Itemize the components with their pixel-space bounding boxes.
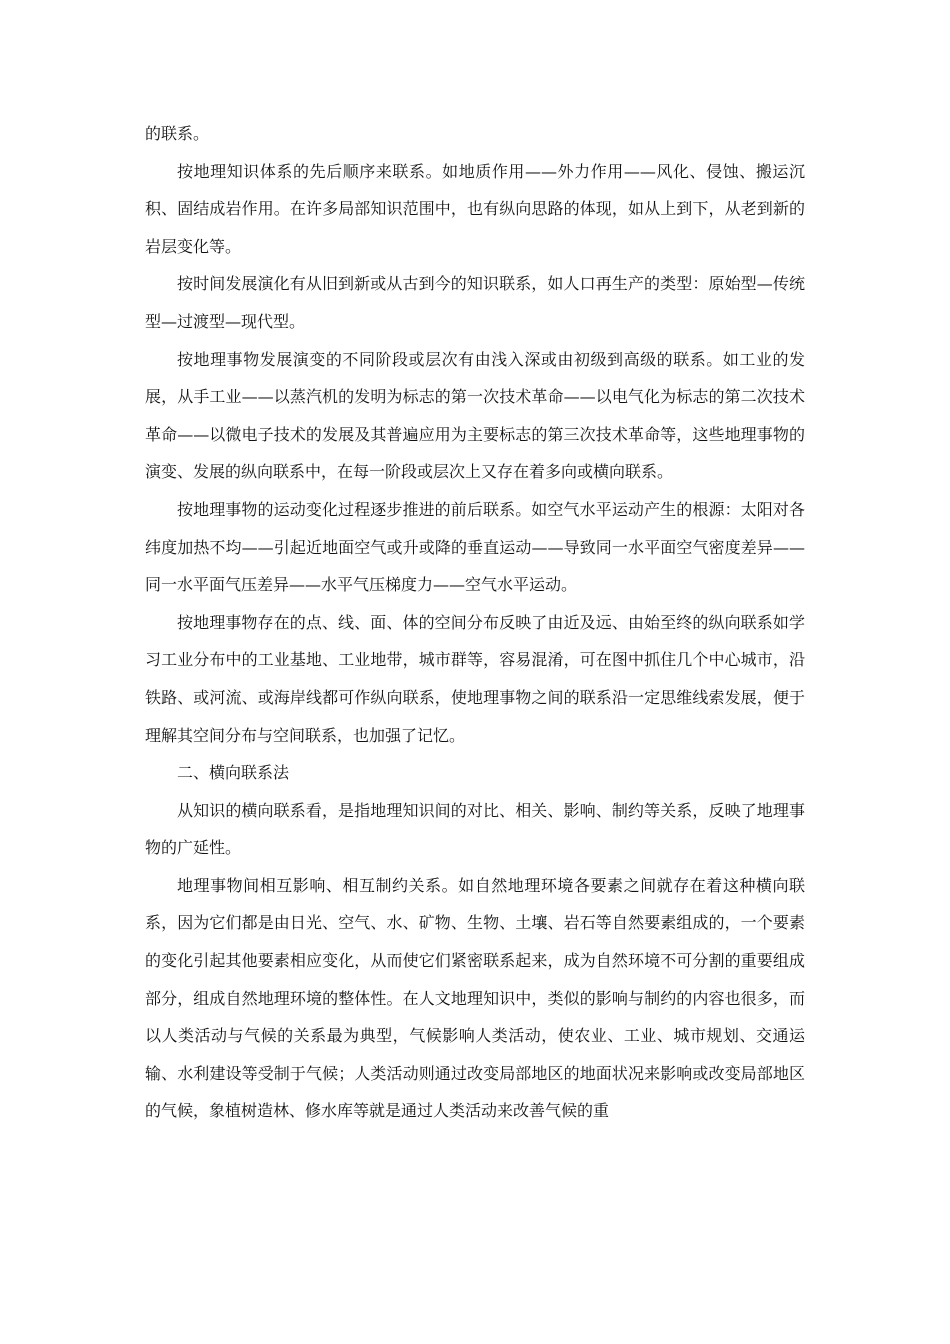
paragraph-spatial-distribution: 按地理事物存在的点、线、面、体的空间分布反映了由近及远、由始至终的纵向联系如学习工业分布中的工业基地、工业地带，城市群等，容易混淆，可在图中抓住几个中心城市，沿铁路、或河流、或海岸线都可作纵向联系，使地理事物之间的联系沿一定思维线索发展，便于理解其空间分布与空间联系，也加强了记忆。 xyxy=(145,612,805,745)
paragraph-mutual-influence: 地理事物间相互影响、相互制约关系。如自然地理环境各要素之间就存在着这种横向联系，因为它们都是由日光、空气、水、矿物、生物、土壤、岩石等自然要素组成的，一个要素的变化引起其他要素相应变化，从而使它们紧密联系起来，成为自然环境不可分割的重要组成部分，组成自然地理环境的整体性。在人文地理知识中，类似的影响与制约的内容也很多，而以人类活动与气候的关系最为典型，气候影响人类活动，使农业、工业、城市规划、交通运输、水利建设等受制于气候；人类活动则通过改变局部地区的地面状况来影响或改变局部地区的气候，象植树造林、修水库等就是通过人类活动来改善气候的重 xyxy=(145,875,805,1121)
paragraph-motion-process: 按地理事物的运动变化过程逐步推进的前后联系。如空气水平运动产生的根源：太阳对各纬度加热不均——引起近地面空气或升或降的垂直运动——导致同一水平面空气密度差异——同一水平面气压差异——水平气压梯度力——空气水平运动。 xyxy=(145,499,805,595)
paragraph-time-evolution: 按时间发展演化有从旧到新或从古到今的知识联系，如人口再生产的类型：原始型—传统型—过渡型—现代型。 xyxy=(145,274,805,331)
body-text xyxy=(145,115,805,1130)
paragraph-continuation: 的联系。 xyxy=(145,124,210,143)
paragraph-horizontal-intro: 从知识的横向联系看，是指地理知识间的对比、相关、影响、制约等关系，反映了地理事物的广延性。 xyxy=(145,800,805,858)
paragraph-knowledge-order: 按地理知识体系的先后顺序来联系。如地质作用——外力作用——风化、侵蚀、搬运沉积、固结成岩作用。在许多局部知识范围中，也有纵向思路的体现，如从上到下，从老到新的岩层变化等。 xyxy=(145,161,805,256)
section-heading-horizontal: 二、横向联系法 xyxy=(177,763,290,783)
paragraph-development-stages: 按地理事物发展演变的不同阶段或层次有由浅入深或由初级到高级的联系。如工业的发展，从手工业——以蒸汽机的发明为标志的第一次技术革命——以电气化为标志的第二次技术革命——以微电子技术的发展及其普遍应用为主要标志的第三次技术革命等，这些地理事物的演变、发展的纵向联系中，在每一阶段或层次上又存在着多向或横向联系。 xyxy=(145,349,805,482)
